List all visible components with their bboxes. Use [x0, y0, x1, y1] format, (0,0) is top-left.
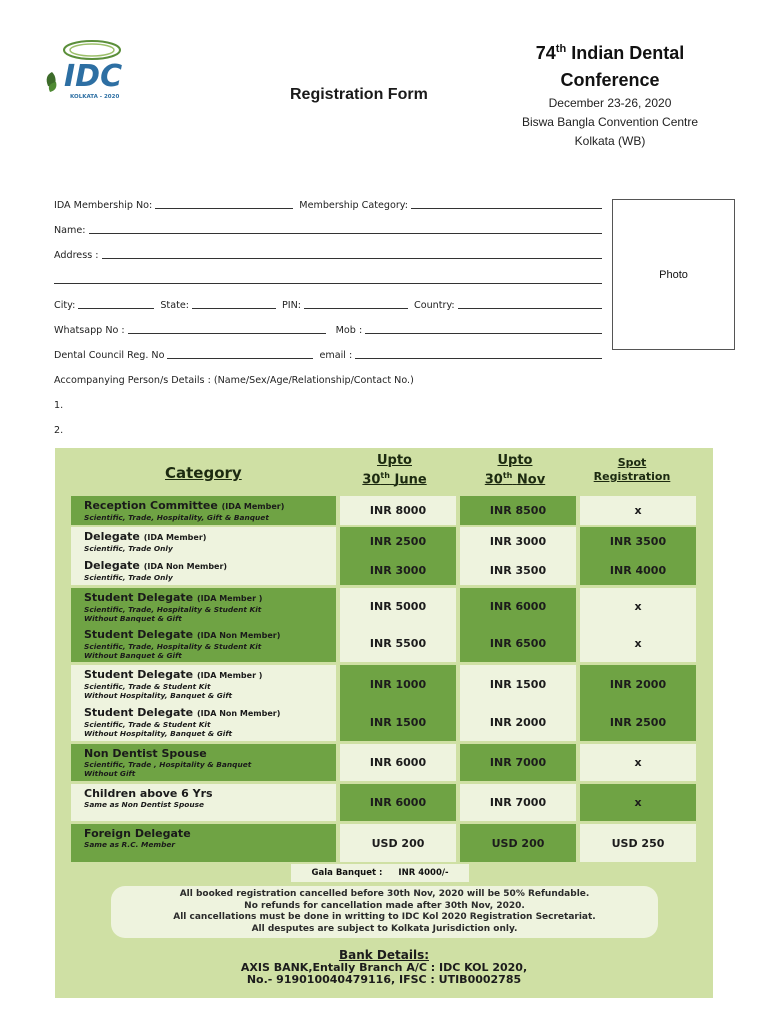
membership-no-field[interactable] — [155, 198, 293, 209]
fee-upto-nov: INR 3500 — [460, 556, 576, 585]
fee-panel — [55, 448, 713, 998]
category-desc: Scientific, Trade , Hospitality & Banquet — [84, 760, 252, 769]
row-address-2 — [54, 261, 602, 286]
fee-upto-nov: INR 7000 — [460, 784, 576, 821]
category-cell — [71, 588, 336, 662]
fee-spot: x — [580, 588, 696, 625]
fee-row-group — [71, 588, 696, 662]
category-desc: Scientific, Trade, Hospitality, Gift & Banquet — [84, 513, 269, 522]
category-desc-2: Without Gift — [84, 769, 136, 778]
category-item — [71, 665, 336, 703]
category-desc-2: Without Hospitality, Banquet & Gift — [84, 729, 233, 738]
category-name: Student Delegate — [84, 628, 194, 641]
fee-upto-june: INR 6000 — [340, 744, 456, 781]
note-line: All desputes are subject to Kolkata Jurisdiction only. — [251, 923, 518, 934]
conference-venue: Biswa Bangla Convention Centre — [521, 115, 699, 129]
fee-spot: USD 250 — [580, 824, 696, 862]
country-field[interactable] — [458, 298, 602, 309]
fee-spot: x — [580, 744, 696, 781]
row-address — [54, 236, 602, 261]
accompanying-item-2: 2. — [54, 425, 64, 436]
category-desc: Scientific, Trade Only — [84, 573, 173, 582]
category-item — [71, 556, 336, 585]
fee-spot: INR 4000 — [580, 556, 696, 585]
category-name: Children above 6 Yrs — [84, 787, 213, 800]
row-accompanying-2 — [54, 411, 602, 436]
category-tag: (IDA Non Member) — [196, 709, 281, 718]
pin-label: PIN: — [281, 300, 302, 311]
membership-no-label: IDA Membership No: — [54, 200, 153, 211]
fee-upto-nov: INR 2000 — [460, 703, 576, 741]
fee-table — [71, 496, 696, 862]
idc-logo-graphic — [40, 36, 140, 104]
category-item — [71, 703, 336, 741]
fee-upto-nov: INR 1500 — [460, 665, 576, 703]
category-item — [71, 496, 336, 525]
category-name: Foreign Delegate — [84, 827, 191, 840]
category-cell — [71, 665, 336, 741]
header-upto-june: Upto 30th June — [362, 453, 427, 488]
category-cell — [71, 784, 336, 821]
fee-row — [71, 744, 696, 781]
idc-logo — [40, 36, 140, 104]
fee-spot: INR 2500 — [580, 703, 696, 741]
category-name: Student Delegate — [84, 668, 194, 681]
fee-row — [71, 496, 696, 525]
fee-upto-june: INR 6000 — [340, 784, 456, 821]
svg-text:KOLKATA - 2020: KOLKATA - 2020 — [70, 94, 120, 100]
category-name: Non Dentist Spouse — [84, 747, 207, 760]
conference-title: 74th Indian Dental — [535, 43, 685, 63]
fee-upto-june: INR 1500 — [340, 703, 456, 741]
name-field[interactable] — [89, 223, 602, 234]
category-tag: (IDA Member) — [143, 533, 207, 542]
category-desc: Scientific, Trade & Student Kit — [84, 682, 211, 691]
conference-info — [500, 36, 720, 151]
row-location — [54, 286, 602, 311]
category-desc-2: Without Hospitality, Banquet & Gift — [84, 691, 233, 700]
fee-upto-june: USD 200 — [340, 824, 456, 862]
category-cell — [71, 824, 336, 862]
fee-spot: INR 2000 — [580, 665, 696, 703]
fee-upto-nov: INR 7000 — [460, 744, 576, 781]
category-desc: Same as Non Dentist Spouse — [84, 800, 204, 809]
address-field-2[interactable] — [54, 273, 602, 284]
conference-title-line2: Conference — [560, 70, 660, 90]
registration-fields — [54, 186, 602, 436]
category-tag: (IDA Member) — [221, 502, 285, 511]
fee-upto-nov: INR 3000 — [460, 527, 576, 556]
header-upto-nov: Upto 30th Nov — [484, 453, 546, 488]
category-item — [71, 625, 336, 662]
whatsapp-field[interactable] — [128, 323, 326, 334]
address-field[interactable] — [102, 248, 603, 259]
email-field[interactable] — [355, 348, 602, 359]
conference-dates: December 23-26, 2020 — [548, 96, 672, 110]
row-council — [54, 336, 602, 361]
category-name: Student Delegate — [84, 706, 194, 719]
fee-upto-june: INR 5000 — [340, 588, 456, 625]
category-cell — [71, 496, 336, 525]
fee-row-group — [71, 665, 696, 741]
photo-box[interactable] — [612, 199, 735, 350]
cancellation-notes — [111, 886, 658, 938]
fee-upto-june: INR 3000 — [340, 556, 456, 585]
dental-council-field[interactable] — [167, 348, 313, 359]
category-name: Delegate — [84, 559, 140, 572]
accompanying-label: Accompanying Person/s Details : (Name/Sex/Age/Relationship/Contact No.) — [54, 375, 414, 386]
category-name: Reception Committee — [84, 499, 218, 512]
fee-upto-june: INR 2500 — [340, 527, 456, 556]
fee-upto-june: INR 1000 — [340, 665, 456, 703]
fee-spot: INR 3500 — [580, 527, 696, 556]
category-desc: Scientific, Trade, Hospitality & Student Kit — [84, 605, 262, 614]
form-title: Registration Form — [290, 86, 428, 103]
photo-label: Photo — [659, 268, 688, 281]
whatsapp-label: Whatsapp No : — [54, 325, 125, 336]
address-label: Address : — [54, 250, 99, 261]
pin-field[interactable] — [304, 298, 408, 309]
fee-upto-nov: USD 200 — [460, 824, 576, 862]
category-item — [71, 784, 336, 821]
category-tag: (IDA Non Member) — [143, 562, 228, 571]
name-label: Name: — [54, 225, 86, 236]
bank-title: Bank Details: — [338, 948, 430, 962]
row-phone — [54, 311, 602, 336]
country-label: Country: — [414, 300, 455, 311]
mob-field[interactable] — [365, 323, 602, 334]
category-tag: (IDA Member ) — [196, 671, 263, 680]
bank-line-1: AXIS BANK,Entally Branch A/C : IDC KOL 2020, — [240, 961, 528, 974]
row-accompanying — [54, 361, 602, 386]
fee-row-group — [71, 527, 696, 585]
fee-spot: x — [580, 784, 696, 821]
category-desc-2: Without Banquet & Gift — [84, 614, 182, 623]
email-label: email : — [319, 350, 353, 361]
membership-category-field[interactable] — [411, 198, 602, 209]
dental-council-label: Dental Council Reg. No — [54, 350, 165, 361]
fee-spot: x — [580, 496, 696, 525]
svg-text:IDC: IDC — [64, 59, 123, 94]
category-desc: Scientific, Trade Only — [84, 544, 173, 553]
state-field[interactable] — [192, 298, 276, 309]
category-name: Delegate — [84, 530, 140, 543]
category-tag: (IDA Member ) — [196, 594, 263, 603]
fee-upto-june: INR 5500 — [340, 625, 456, 662]
category-item — [71, 527, 336, 556]
fee-upto-june: INR 8000 — [340, 496, 456, 525]
category-cell — [71, 744, 336, 781]
header-category: Category — [165, 464, 242, 482]
fee-row — [71, 784, 696, 821]
conference-city: Kolkata (WB) — [574, 134, 646, 148]
city-label: City: — [54, 300, 76, 311]
category-desc: Scientific, Trade & Student Kit — [84, 720, 211, 729]
bank-line-2: No.- 919010040479116, IFSC : UTIB0002785 — [246, 973, 522, 986]
gala-banquet — [291, 864, 469, 882]
category-item — [71, 588, 336, 625]
category-name: Student Delegate — [84, 591, 194, 604]
row-name — [54, 211, 602, 236]
category-desc-2: Without Banquet & Gift — [84, 651, 182, 660]
accompanying-item-1: 1. — [54, 400, 64, 411]
header-spot-registration: Spot Registration — [593, 456, 671, 483]
fee-upto-nov: INR 8500 — [460, 496, 576, 525]
fee-spot: x — [580, 625, 696, 662]
membership-category-label: Membership Category: — [299, 200, 408, 211]
bank-details — [55, 948, 713, 986]
note-line: All booked registration cancelled before 30th Nov, 2020 will be 50% Refundable. — [179, 889, 590, 899]
note-line: No refunds for cancellation made after 30th Nov, 2020. — [244, 900, 525, 911]
fee-upto-nov: INR 6000 — [460, 588, 576, 625]
state-label: State: — [160, 300, 189, 311]
category-cell — [71, 527, 336, 585]
category-tag: (IDA Non Member) — [196, 631, 281, 640]
gala-label: Gala Banquet : — [311, 868, 383, 878]
row-membership — [54, 186, 602, 211]
mob-label: Mob : — [335, 325, 363, 336]
fee-row — [71, 824, 696, 862]
fee-upto-nov: INR 6500 — [460, 625, 576, 662]
gala-value: INR 4000/- — [398, 868, 449, 878]
category-item — [71, 824, 336, 862]
note-line: All cancellations must be done in writting to IDC Kol 2020 Registration Secretariat. — [173, 912, 596, 922]
category-desc: Same as R.C. Member — [84, 840, 176, 849]
category-desc: Scientific, Trade, Hospitality & Student Kit — [84, 642, 262, 651]
category-item — [71, 744, 336, 781]
city-field[interactable] — [78, 298, 154, 309]
row-accompanying-1 — [54, 386, 602, 411]
